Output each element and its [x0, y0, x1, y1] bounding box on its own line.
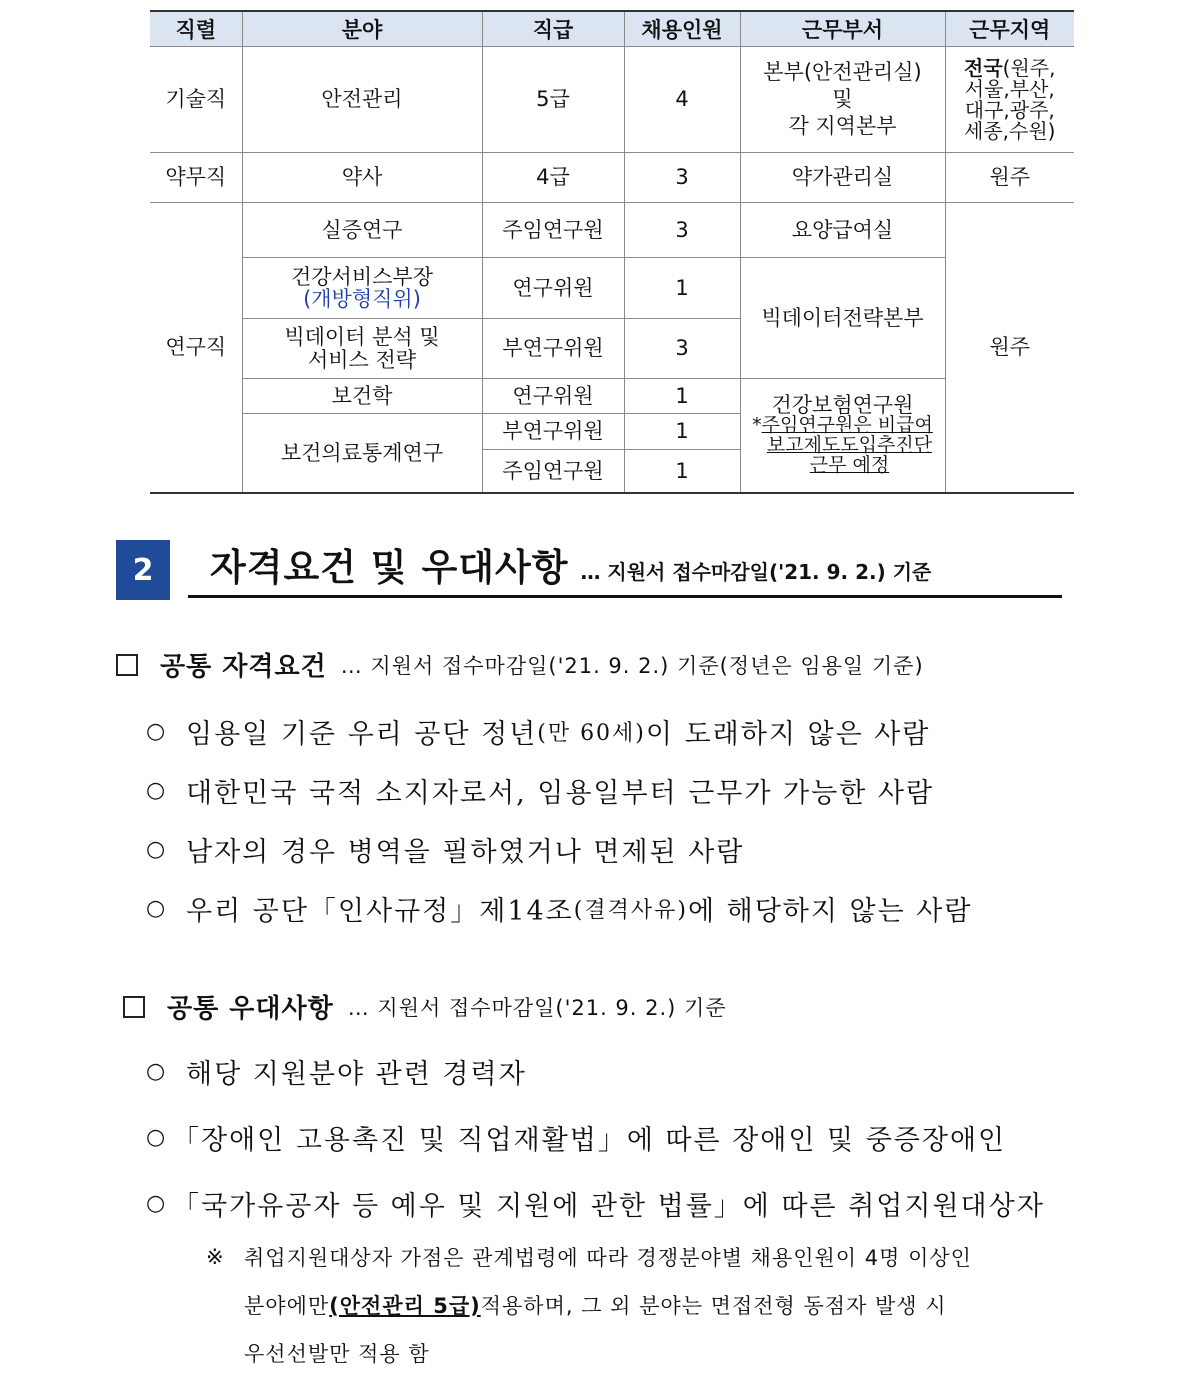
- remark-text: 적용하며, 그 외 분야는 면접전형 동점자 발생 시: [480, 1294, 947, 1318]
- header-grade: 직급: [482, 11, 624, 47]
- list-item: [146, 1184, 1045, 1223]
- remark-line: [206, 1233, 1076, 1281]
- list-item: [146, 712, 930, 751]
- region-line: 서울,부산,: [964, 76, 1055, 101]
- common-preferences-heading: [123, 988, 727, 1025]
- table-row: [150, 203, 1074, 258]
- table-row: [150, 258, 1074, 319]
- cell-count: 1: [624, 414, 740, 450]
- section-subtitle: … 지원서 접수마감일('21. 9. 2.) 기준: [580, 560, 932, 584]
- item-text: 이 도래하지 않은 사람: [645, 719, 931, 750]
- cell-count: 1: [624, 450, 740, 493]
- cell-series: 약무직: [150, 153, 242, 203]
- region-line: 대구,광주,: [964, 97, 1055, 122]
- note-mark: *: [752, 414, 762, 437]
- remark-text: 우선선발만 적용 함: [244, 1342, 430, 1366]
- subsection-desc: … 지원서 접수마감일('21. 9. 2.) 기준(정년은 임용일 기준): [340, 653, 924, 678]
- checkbox-square-icon: [116, 654, 138, 676]
- list-item: [146, 889, 972, 928]
- cell-region: [945, 47, 1074, 153]
- cell-grade: 주임연구원: [482, 203, 624, 258]
- circle-bullet-icon: ○: [146, 896, 168, 921]
- cell-dept: 빅데이터전략본부: [740, 258, 945, 379]
- circle-bullet-icon: ○: [146, 1125, 168, 1150]
- subsection-title: 공통 자격요건: [160, 652, 327, 682]
- cell-field: 안전관리: [242, 47, 482, 153]
- list-item: [146, 1118, 1006, 1157]
- cell-series: 연구직: [150, 203, 242, 493]
- reference-mark-icon: ※: [206, 1245, 225, 1269]
- cell-count: 3: [624, 319, 740, 379]
- item-text: 「국가유공자 등 예우 및 지원에 관한 법률」에 따른 취업지원대상자: [172, 1191, 1045, 1222]
- list-item: [146, 1052, 527, 1091]
- cell-grade: 주임연구원: [482, 450, 624, 493]
- cell-count: 1: [624, 379, 740, 414]
- circle-bullet-icon: ○: [146, 1191, 168, 1216]
- cell-region: 원주: [945, 153, 1074, 203]
- dept-line: 각 지역본부: [788, 114, 897, 139]
- remark-line: [206, 1329, 1076, 1377]
- cell-series: 기술직: [150, 47, 242, 153]
- field-subtext: 서비스 전략: [307, 347, 417, 372]
- cell-field: 보건의료통계연구: [242, 414, 482, 493]
- cell-field: 보건학: [242, 379, 482, 414]
- common-requirements-heading: [116, 646, 924, 683]
- cell-grade: 4급: [482, 153, 624, 203]
- region-line: 세종,수원): [964, 118, 1056, 143]
- dept-text: 건강보험연구원: [771, 393, 914, 418]
- item-text: 임용일 기준 우리 공단 정년: [186, 719, 538, 750]
- section-title: [188, 540, 1062, 598]
- checkbox-square-icon: [123, 996, 145, 1018]
- item-text: 해당 지원분야 관련 경력자: [186, 1059, 527, 1090]
- cell-count: 1: [624, 258, 740, 319]
- cell-grade: 연구위원: [482, 379, 624, 414]
- header-series: 직렬: [150, 11, 242, 47]
- cell-field: [242, 319, 482, 379]
- cell-field: 실증연구: [242, 203, 482, 258]
- list-item: [146, 830, 744, 869]
- note-line: 주임연구원은 비급여: [761, 414, 933, 437]
- section-title-text: 자격요건 및 우대사항: [210, 546, 569, 589]
- recruitment-table: [150, 10, 1074, 494]
- item-text: 대한민국 국적 소지자로서, 임용일부터 근무가 가능한 사람: [186, 778, 935, 809]
- cell-dept: 약가관리실: [740, 153, 945, 203]
- remark-text: 분야에만: [244, 1294, 330, 1318]
- header-dept: 근무부서: [740, 11, 945, 47]
- cell-grade: 연구위원: [482, 258, 624, 319]
- note-line: 보고제도도입추진단: [766, 434, 933, 457]
- cell-field: 약사: [242, 153, 482, 203]
- table-row: [150, 47, 1074, 153]
- subsection-desc: … 지원서 접수마감일('21. 9. 2.) 기준: [347, 995, 727, 1020]
- cell-count: 3: [624, 203, 740, 258]
- field-subtext: (개방형직위): [303, 287, 421, 311]
- field-text: 빅데이터 분석 및: [284, 325, 440, 350]
- dept-line: 본부(안전관리실): [763, 59, 922, 84]
- remark-text: 취업지원대상자 가점은 관계법령에 따라 경쟁분야별 채용인원이 4명 이상인: [244, 1246, 972, 1270]
- cell-grade: 5급: [482, 47, 624, 153]
- circle-bullet-icon: ○: [146, 778, 168, 803]
- cell-count: 3: [624, 153, 740, 203]
- cell-count: 4: [624, 47, 740, 153]
- remark-bold: (안전관리 5급): [329, 1294, 481, 1318]
- region-text: (원주,: [1002, 55, 1056, 80]
- circle-bullet-icon: ○: [146, 1059, 168, 1084]
- table-row: [150, 379, 1074, 414]
- cell-grade: 부연구위원: [482, 414, 624, 450]
- remark-note: [206, 1233, 1076, 1377]
- region-line: [948, 55, 1073, 80]
- cell-dept-note: [740, 379, 945, 493]
- region-bold: 전국: [964, 55, 1003, 80]
- note-line: 근무 예정: [809, 454, 890, 477]
- list-item: [146, 771, 934, 810]
- header-count: 채용인원: [624, 11, 740, 47]
- cell-dept: 요양급여실: [740, 203, 945, 258]
- section-number-badge: 2: [116, 540, 170, 600]
- header-region: 근무지역: [945, 11, 1074, 47]
- subsection-title: 공통 우대사항: [167, 994, 334, 1024]
- item-text: 남자의 경우 병역을 필하였거나 면제된 사람: [186, 837, 745, 868]
- cell-region: 원주: [945, 203, 1074, 493]
- item-text: 에 해당하지 않는 사람: [687, 896, 973, 927]
- cell-dept: [740, 47, 945, 153]
- item-text: 「장애인 고용촉진 및 직업재활법」에 따른 장애인 및 중증장애인: [172, 1125, 1007, 1156]
- table-header-row: [150, 11, 1074, 47]
- dept-line: 및: [832, 86, 853, 111]
- cell-field: [242, 258, 482, 319]
- remark-line: [206, 1281, 1076, 1329]
- header-field: 분야: [242, 11, 482, 47]
- circle-bullet-icon: ○: [146, 719, 168, 744]
- item-text: 우리 공단「인사규정」제14조: [186, 896, 574, 927]
- table-row: [150, 153, 1074, 203]
- field-text: 건강서비스부장: [290, 264, 433, 289]
- item-small-text: (결격사유): [573, 898, 688, 923]
- circle-bullet-icon: ○: [146, 837, 168, 862]
- cell-grade: 부연구위원: [482, 319, 624, 379]
- item-small-text: (만 60세): [537, 721, 646, 746]
